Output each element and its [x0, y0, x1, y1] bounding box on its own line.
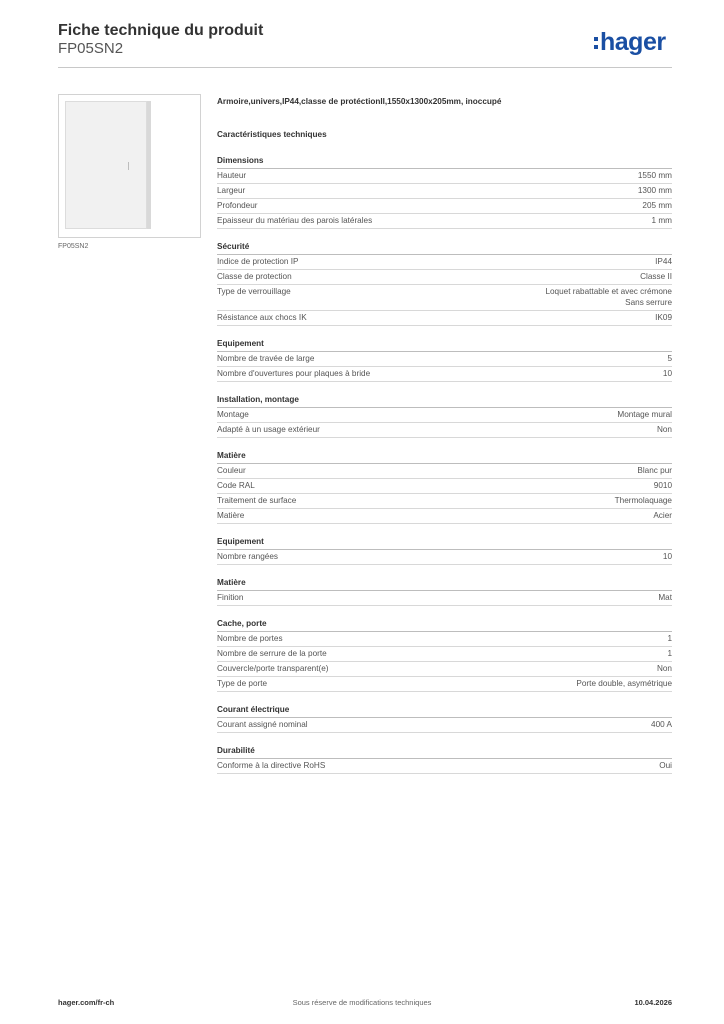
- spec-label: Profondeur: [217, 201, 258, 210]
- spec-label: Epaisseur du matériau des parois latérales: [217, 216, 373, 225]
- footer-date: 10.04.2026: [634, 998, 672, 1007]
- section-title: Installation, montage: [217, 394, 672, 408]
- spec-section: [217, 577, 672, 606]
- spec-value: IP44: [655, 257, 672, 266]
- spec-section: [217, 155, 672, 229]
- spec-value: Classe II: [640, 272, 672, 281]
- spec-section: [217, 394, 672, 438]
- logo-mark-icon: [594, 37, 598, 49]
- spec-label: Nombre de travée de large: [217, 354, 315, 363]
- spec-row: [217, 169, 672, 184]
- spec-label: Code RAL: [217, 481, 255, 490]
- spec-value: Porte double, asymétrique: [576, 679, 672, 688]
- footer-website-link[interactable]: hager.com/fr-ch: [58, 998, 115, 1007]
- spec-label: Type de porte: [217, 679, 268, 688]
- spec-value: Blanc pur: [637, 466, 672, 475]
- spec-row: [217, 285, 672, 311]
- product-image: [58, 94, 201, 238]
- spec-label: Largeur: [217, 186, 246, 195]
- spec-value: Oui: [659, 761, 672, 770]
- spec-row: [217, 270, 672, 285]
- spec-value: Mat: [658, 593, 672, 602]
- spec-row: [217, 677, 672, 692]
- spec-value: 1 mm: [651, 216, 672, 225]
- spec-content: [217, 96, 672, 774]
- characteristics-heading: Caractéristiques techniques: [217, 130, 327, 139]
- spec-value: Thermolaquage: [614, 496, 672, 505]
- section-title: Matière: [217, 450, 672, 464]
- spec-section: [217, 745, 672, 774]
- spec-label: Conforme à la directive RoHS: [217, 761, 326, 770]
- spec-row: [217, 494, 672, 509]
- page-title: Fiche technique du produit: [58, 22, 264, 39]
- spec-label: Couleur: [217, 466, 246, 475]
- spec-row: [217, 423, 672, 438]
- header-divider: [58, 67, 672, 68]
- spec-value: 1: [667, 649, 672, 658]
- spec-value: 1550 mm: [637, 171, 672, 180]
- spec-value: 1: [667, 634, 672, 643]
- spec-label: Type de verrouillage: [217, 287, 291, 296]
- spec-row: [217, 550, 672, 565]
- spec-row: [217, 199, 672, 214]
- spec-label: Indice de protection IP: [217, 257, 299, 266]
- cabinet-front-illustration: [65, 101, 147, 229]
- spec-section: [217, 618, 672, 692]
- spec-row: [217, 509, 672, 524]
- spec-value: Non: [656, 664, 672, 673]
- spec-row: [217, 647, 672, 662]
- spec-value: 1300 mm: [637, 186, 672, 195]
- spec-label: Classe de protection: [217, 272, 292, 281]
- spec-section: [217, 450, 672, 524]
- spec-label: Matière: [217, 511, 245, 520]
- section-title: Dimensions: [217, 155, 672, 169]
- spec-row: [217, 255, 672, 270]
- spec-label: Nombre de serrure de la porte: [217, 649, 327, 658]
- spec-label: Nombre d'ouvertures pour plaques à bride: [217, 369, 371, 378]
- spec-label: Couvercle/porte transparent(e): [217, 664, 329, 673]
- spec-value: IK09: [655, 313, 672, 322]
- section-title: Courant électrique: [217, 704, 672, 718]
- spec-row: [217, 408, 672, 423]
- spec-row: [217, 718, 672, 733]
- product-reference: FP05SN2: [58, 40, 124, 57]
- section-title: Cache, porte: [217, 618, 672, 632]
- section-title: Equipement: [217, 536, 672, 550]
- spec-value: Montage mural: [617, 410, 672, 419]
- spec-label: Nombre rangées: [217, 552, 278, 561]
- spec-label: Finition: [217, 593, 244, 602]
- spec-row: [217, 311, 672, 326]
- section-title: Sécurité: [217, 241, 672, 255]
- spec-section: [217, 704, 672, 733]
- spec-section: [217, 338, 672, 382]
- spec-row: [217, 632, 672, 647]
- spec-row: [217, 352, 672, 367]
- product-description: Armoire,univers,IP44,classe de protéctionII,1550x1300x205mm, inoccupé: [217, 97, 502, 106]
- spec-row: [217, 662, 672, 677]
- spec-value: 5: [667, 354, 672, 363]
- section-title: Durabilité: [217, 745, 672, 759]
- footer-disclaimer: Sous réserve de modifications techniques: [292, 998, 432, 1007]
- spec-label: Traitement de surface: [217, 496, 297, 505]
- door-gap: [128, 162, 129, 170]
- spec-row: [217, 591, 672, 606]
- spec-value: 205 mm: [642, 201, 672, 210]
- section-title: Equipement: [217, 338, 672, 352]
- spec-row: [217, 367, 672, 382]
- spec-label: Nombre de portes: [217, 634, 283, 643]
- section-title: Matière: [217, 577, 672, 591]
- logo-text: hager: [600, 28, 666, 56]
- spec-section: [217, 241, 672, 326]
- spec-value: 9010: [653, 481, 672, 490]
- hager-logo: [594, 28, 666, 57]
- spec-value: 10: [662, 552, 672, 561]
- image-caption: FP05SN2: [58, 243, 89, 250]
- cabinet-side-illustration: [147, 101, 151, 229]
- spec-label: Courant assigné nominal: [217, 720, 308, 729]
- spec-value: Acier: [653, 511, 672, 520]
- spec-value: 400 A: [651, 720, 672, 729]
- spec-row: [217, 214, 672, 229]
- spec-value: 10: [662, 369, 672, 378]
- spec-row: [217, 184, 672, 199]
- spec-row: [217, 479, 672, 494]
- spec-sections: [217, 155, 672, 774]
- spec-label: Résistance aux chocs IK: [217, 313, 307, 322]
- spec-label: Adapté à un usage extérieur: [217, 425, 320, 434]
- spec-label: Montage: [217, 410, 249, 419]
- spec-value: Loquet rabattable et avec crémone Sans serrure: [545, 287, 672, 307]
- spec-row: [217, 759, 672, 774]
- spec-label: Hauteur: [217, 171, 247, 180]
- spec-section: [217, 536, 672, 565]
- spec-value: Non: [656, 425, 672, 434]
- spec-row: [217, 464, 672, 479]
